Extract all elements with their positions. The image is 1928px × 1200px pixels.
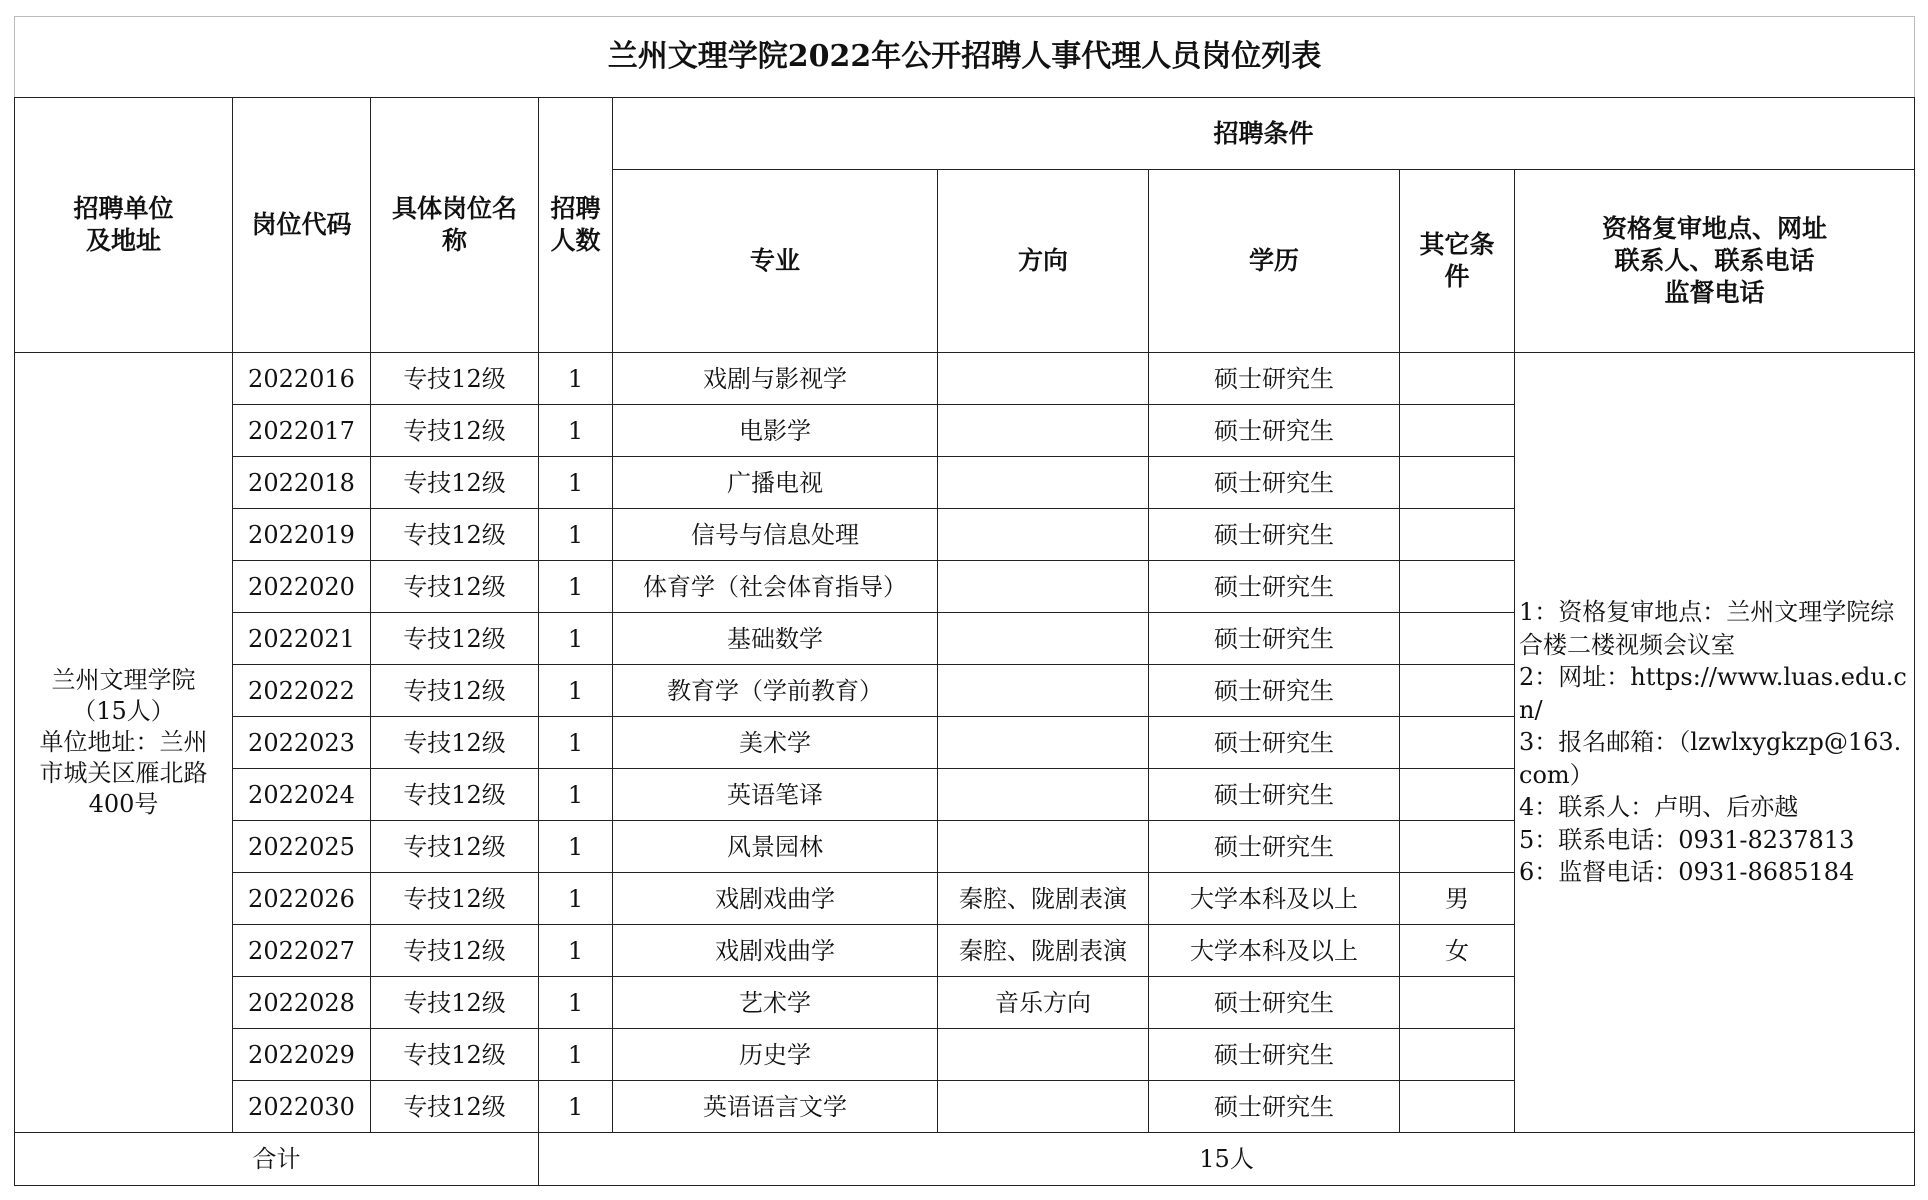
- code-cell: 2022021: [233, 613, 371, 665]
- direction-cell: 秦腔、陇剧表演: [938, 873, 1149, 925]
- count-cell: 1: [539, 457, 613, 509]
- direction-cell: [938, 769, 1149, 821]
- header-unit: [15, 98, 233, 353]
- code-cell: 2022030: [233, 1081, 371, 1133]
- code-cell: 2022028: [233, 977, 371, 1029]
- position-cell: 专技12级: [371, 561, 539, 613]
- major-cell: 广播电视: [613, 457, 938, 509]
- position-cell: 专技12级: [371, 457, 539, 509]
- position-cell: 专技12级: [371, 509, 539, 561]
- major-cell: 历史学: [613, 1029, 938, 1081]
- position-cell: 专技12级: [371, 821, 539, 873]
- code-cell: 2022022: [233, 665, 371, 717]
- count-cell: 1: [539, 561, 613, 613]
- header-position: [371, 98, 539, 353]
- unit-line: 兰州文理学院: [51, 666, 196, 694]
- education-cell: 硕士研究生: [1149, 821, 1400, 873]
- header-code: 岗位代码: [233, 98, 371, 353]
- position-cell: 专技12级: [371, 769, 539, 821]
- position-cell: 专技12级: [371, 405, 539, 457]
- code-cell: 2022025: [233, 821, 371, 873]
- count-cell: 1: [539, 769, 613, 821]
- header-major: 专业: [613, 170, 938, 353]
- education-cell: 硕士研究生: [1149, 665, 1400, 717]
- other-cell: [1400, 977, 1515, 1029]
- direction-cell: [938, 613, 1149, 665]
- code-cell: 2022029: [233, 1029, 371, 1081]
- header-count-line-1: 招聘: [550, 194, 601, 223]
- other-cell: [1400, 509, 1515, 561]
- direction-cell: [938, 353, 1149, 405]
- major-cell: 电影学: [613, 405, 938, 457]
- other-cell: [1400, 717, 1515, 769]
- major-cell: 美术学: [613, 717, 938, 769]
- review-info-line: 5：联系电话：0931-8237813: [1519, 825, 1855, 854]
- header-direction: 方向: [938, 170, 1149, 353]
- header-position-line-2: 称: [441, 226, 467, 255]
- position-table: [14, 16, 1915, 1186]
- education-cell: 硕士研究生: [1149, 353, 1400, 405]
- other-cell: [1400, 665, 1515, 717]
- other-cell: 男: [1400, 873, 1515, 925]
- other-cell: [1400, 457, 1515, 509]
- header-other-line-2: 件: [1444, 262, 1470, 291]
- position-cell: 专技12级: [371, 925, 539, 977]
- review-info-cell: [1515, 353, 1915, 1133]
- count-cell: 1: [539, 353, 613, 405]
- education-cell: 硕士研究生: [1149, 457, 1400, 509]
- other-cell: [1400, 613, 1515, 665]
- education-cell: 大学本科及以上: [1149, 873, 1400, 925]
- position-cell: 专技12级: [371, 977, 539, 1029]
- education-cell: 硕士研究生: [1149, 613, 1400, 665]
- major-cell: 教育学（学前教育）: [613, 665, 938, 717]
- major-cell: 风景园林: [613, 821, 938, 873]
- code-cell: 2022026: [233, 873, 371, 925]
- education-cell: 硕士研究生: [1149, 717, 1400, 769]
- count-cell: 1: [539, 1029, 613, 1081]
- major-cell: 英语语言文学: [613, 1081, 938, 1133]
- count-cell: 1: [539, 821, 613, 873]
- header-unit-line-1: 招聘单位: [73, 194, 174, 223]
- footer-total: 15人: [539, 1133, 1915, 1186]
- major-cell: 体育学（社会体育指导）: [613, 561, 938, 613]
- other-cell: 女: [1400, 925, 1515, 977]
- education-cell: 硕士研究生: [1149, 769, 1400, 821]
- major-cell: 戏剧与影视学: [613, 353, 938, 405]
- code-cell: 2022016: [233, 353, 371, 405]
- major-cell: 信号与信息处理: [613, 509, 938, 561]
- count-cell: 1: [539, 1081, 613, 1133]
- unit-line: （15人）: [72, 697, 175, 725]
- major-cell: 戏剧戏曲学: [613, 925, 938, 977]
- header-review-line-1: 资格复审地点、网址: [1602, 214, 1828, 243]
- header-conditions: 招聘条件: [613, 98, 1915, 170]
- major-cell: 艺术学: [613, 977, 938, 1029]
- education-cell: 硕士研究生: [1149, 977, 1400, 1029]
- position-cell: 专技12级: [371, 873, 539, 925]
- header-count-line-2: 人数: [550, 226, 601, 255]
- direction-cell: [938, 561, 1149, 613]
- position-cell: 专技12级: [371, 717, 539, 769]
- other-cell: [1400, 561, 1515, 613]
- footer-label: 合计: [15, 1133, 539, 1186]
- review-info-line: 1：资格复审地点：兰州文理学院综合楼二楼视频会议室: [1519, 598, 1895, 659]
- major-cell: 基础数学: [613, 613, 938, 665]
- code-cell: 2022027: [233, 925, 371, 977]
- major-cell: 英语笔译: [613, 769, 938, 821]
- direction-cell: 音乐方向: [938, 977, 1149, 1029]
- other-cell: [1400, 1081, 1515, 1133]
- position-cell: 专技12级: [371, 353, 539, 405]
- header-education: 学历: [1149, 170, 1400, 353]
- count-cell: 1: [539, 873, 613, 925]
- review-info-line: 6：监督电话：0931-8685184: [1519, 858, 1855, 887]
- other-cell: [1400, 769, 1515, 821]
- direction-cell: [938, 457, 1149, 509]
- count-cell: 1: [539, 509, 613, 561]
- code-cell: 2022020: [233, 561, 371, 613]
- education-cell: 硕士研究生: [1149, 1029, 1400, 1081]
- direction-cell: [938, 665, 1149, 717]
- other-cell: [1400, 1029, 1515, 1081]
- education-cell: 硕士研究生: [1149, 1081, 1400, 1133]
- direction-cell: [938, 509, 1149, 561]
- other-cell: [1400, 821, 1515, 873]
- education-cell: 硕士研究生: [1149, 405, 1400, 457]
- direction-cell: 秦腔、陇剧表演: [938, 925, 1149, 977]
- direction-cell: [938, 821, 1149, 873]
- header-review-line-3: 监督电话: [1664, 278, 1765, 307]
- direction-cell: [938, 1029, 1149, 1081]
- code-cell: 2022024: [233, 769, 371, 821]
- education-cell: 大学本科及以上: [1149, 925, 1400, 977]
- direction-cell: [938, 405, 1149, 457]
- position-cell: 专技12级: [371, 613, 539, 665]
- education-cell: 硕士研究生: [1149, 561, 1400, 613]
- count-cell: 1: [539, 665, 613, 717]
- header-other-line-1: 其它条: [1419, 230, 1495, 259]
- header-other: [1400, 170, 1515, 353]
- header-unit-line-2: 及地址: [85, 226, 161, 255]
- other-cell: [1400, 405, 1515, 457]
- count-cell: 1: [539, 405, 613, 457]
- position-cell: 专技12级: [371, 1081, 539, 1133]
- direction-cell: [938, 1081, 1149, 1133]
- table-title: 兰州文理学院2022年公开招聘人事代理人员岗位列表: [15, 17, 1915, 98]
- review-info-line: 3：报名邮箱：（lzwlxygkzp@163.com）: [1519, 728, 1902, 789]
- unit-line: 400号: [88, 790, 159, 818]
- review-info-line: 2：网址：https://www.luas.edu.cn/: [1519, 663, 1907, 724]
- unit-cell: [15, 353, 233, 1133]
- count-cell: 1: [539, 613, 613, 665]
- direction-cell: [938, 717, 1149, 769]
- code-cell: 2022019: [233, 509, 371, 561]
- count-cell: 1: [539, 977, 613, 1029]
- header-review: [1515, 170, 1915, 353]
- major-cell: 戏剧戏曲学: [613, 873, 938, 925]
- code-cell: 2022017: [233, 405, 371, 457]
- code-cell: 2022018: [233, 457, 371, 509]
- unit-line: 市城关区雁北路: [39, 759, 208, 787]
- count-cell: 1: [539, 925, 613, 977]
- position-cell: 专技12级: [371, 1029, 539, 1081]
- header-position-line-1: 具体岗位名: [391, 194, 517, 223]
- table-row: [15, 353, 1915, 405]
- education-cell: 硕士研究生: [1149, 509, 1400, 561]
- unit-line: 单位地址：兰州: [39, 728, 208, 756]
- recruitment-sheet: [14, 16, 1914, 1182]
- count-cell: 1: [539, 717, 613, 769]
- other-cell: [1400, 353, 1515, 405]
- review-info-line: 4：联系人：卢明、后亦越: [1519, 793, 1799, 822]
- header-count: [539, 98, 613, 353]
- header-review-line-2: 联系人、联系电话: [1614, 246, 1815, 275]
- position-cell: 专技12级: [371, 665, 539, 717]
- code-cell: 2022023: [233, 717, 371, 769]
